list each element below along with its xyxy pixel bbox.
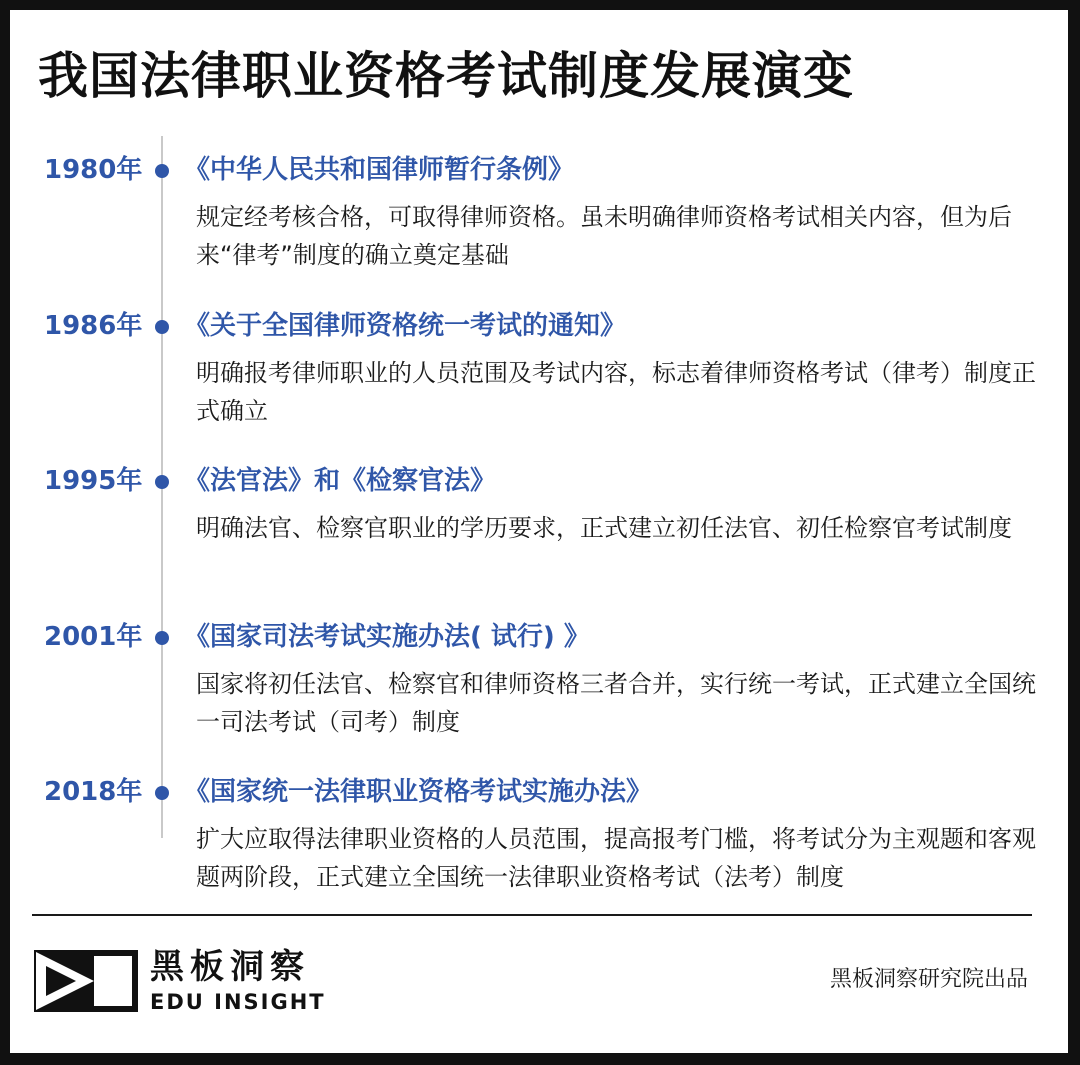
event-description: 扩大应取得法律职业资格的人员范围，提高报考门槛，将考试分为主观题和客观题两阶段，正式建立全国统一法律职业资格考试（法考）制度 (196, 825, 1036, 891)
event-year: 1995年 (44, 466, 143, 496)
event-law-title: 《国家统一法律职业资格考试实施办法》 (184, 777, 653, 807)
event-year: 1980年 (44, 155, 143, 185)
event-law-title: 《中华人民共和国律师暂行条例》 (184, 155, 575, 185)
page-title: 我国法律职业资格考试制度发展演变 (38, 47, 854, 105)
producer-credit: 黑板洞察研究院出品 (829, 967, 1028, 992)
event-law-title: 《国家司法考试实施办法( 试行) 》 (184, 622, 590, 652)
timeline-dot (155, 631, 169, 645)
event-law-title: 《法官法》和《检察官法》 (184, 466, 497, 496)
event-description: 规定经考核合格，可取得律师资格。虽未明确律师资格考试相关内容，但为后来“律考”制度的确立奠定基础 (196, 203, 1012, 269)
edu-insight-logo-icon (34, 950, 138, 1012)
event-description: 明确法官、检察官职业的学历要求，正式建立初任法官、初任检察官考试制度 (196, 514, 1012, 542)
event-law-title: 《关于全国律师资格统一考试的通知》 (184, 311, 627, 341)
event-year: 2001年 (44, 622, 143, 652)
infographic-card (10, 10, 1068, 1053)
footer-divider (32, 914, 1032, 916)
logo-chinese-name: 黑板洞察 (150, 947, 310, 987)
timeline-dot (155, 320, 169, 334)
event-year: 1986年 (44, 311, 143, 341)
event-description: 明确报考律师职业的人员范围及考试内容，标志着律师资格考试（律考）制度正式确立 (196, 359, 1036, 425)
timeline-dot (155, 475, 169, 489)
event-year: 2018年 (44, 777, 143, 807)
event-description: 国家将初任法官、检察官和律师资格三者合并，实行统一考试，正式建立全国统一司法考试（司考）制度 (196, 670, 1036, 736)
logo-english-name: EDU INSIGHT (150, 990, 326, 1014)
timeline-dot (155, 786, 169, 800)
timeline-dot (155, 164, 169, 178)
